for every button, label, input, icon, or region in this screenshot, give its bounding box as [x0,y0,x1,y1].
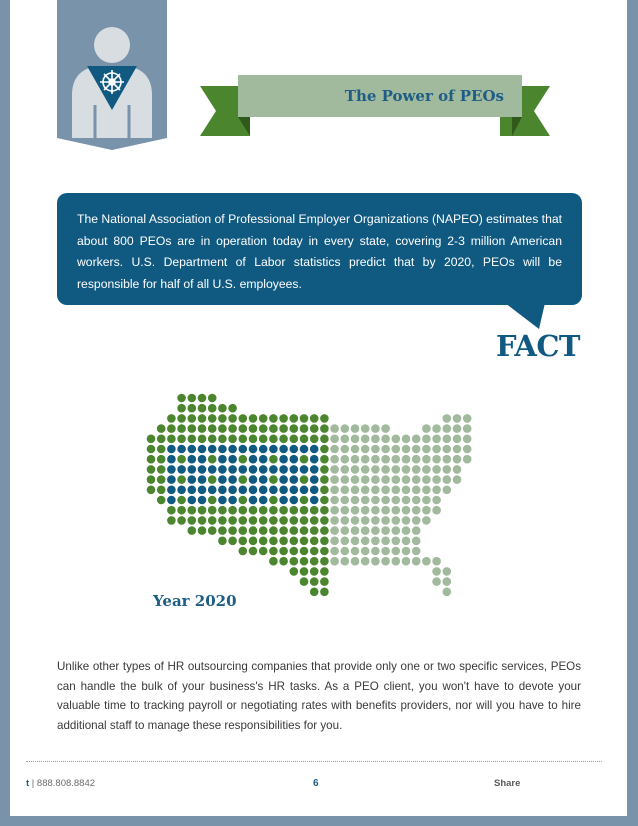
fact-callout [57,193,582,305]
phone-separator: | [29,778,37,789]
title-ribbon [200,62,550,142]
page-title: The Power of PEOs [344,87,504,105]
phone-prefix: t [26,778,30,789]
employee-with-network-icon [57,0,167,152]
body-paragraph: Unlike other types of HR outsourcing companies that provide only one or two specific services, PEOs can handle the bulk of your business's HR tasks. As a PEO client, you won't have to devote your valuable time to tracking payroll or negotiating rates with benefits providers, nor will you have to hire additional staff to manage these responsibilities for you. [57,660,581,732]
speech-bubble-tail [505,303,545,329]
footer-divider [26,761,602,762]
footer-phone[interactable] [26,778,95,789]
phone-number: 888.808.8842 [36,778,96,789]
fact-text: The National Association of Professional Employer Organizations (NAPEO) estimates that about 800 PEOs are in operation today in every state, covering 2-3 million American workers. U.S. Department of Labor statistics predict that by 2020, PEOs will be responsible for half of all U.S. employees. [77,212,563,291]
page-number: 6 [313,778,319,789]
fact-label: FACT [495,329,580,363]
map-year-label: Year 2020 [153,592,237,610]
share-link[interactable]: Share [494,778,521,789]
